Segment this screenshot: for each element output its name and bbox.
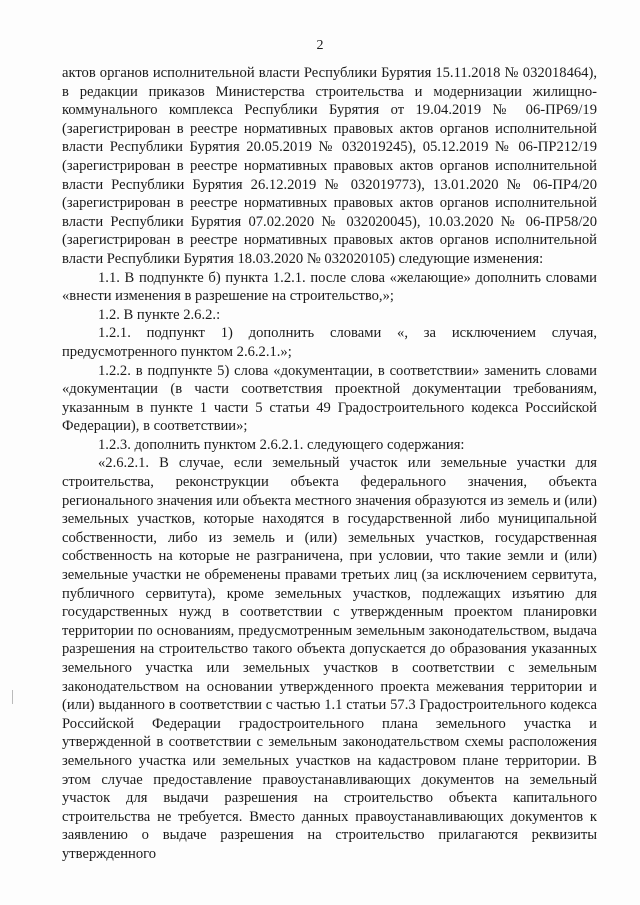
- paragraph-1-2: 1.2. В пункте 2.6.2.:: [98, 306, 221, 323]
- paragraph-1-1: 1.1. В подпункте б) пункта 1.2.1. после слова «желающие» дополнить словами «внести изменения в разрешение на строительство,»;: [62, 269, 597, 305]
- page-number: 2: [316, 38, 324, 53]
- paragraph-2-6-2-1: «2.6.2.1. В случае, если земельный участок или земельные участки для строительства, реконструкции объекта федерального значения, объекта регионального значения или объекта местного значения образуются из земель и (или) земельных участков, которые находятся в государственной либо муниципальной собственности, либо из земель и (или) земельных участков, государственная собственность на которые не разграничена, при условии, что такие земли и (или) земельные участки не обременены правами третьих лиц (за исключением сервитута, публичного сервитута), кроме земельных участков, подлежащих изъятию для государственных нужд в соответствии с утвержденным проектом планировки территории по основаниям, предусмотренным земельным законодательством, выдача разрешения на строительство такого объекта допускается до образования указанных земельного участка или земельных участков в соответствии с земельным законодательством на основании утвержденного проекта межевания территории и (или) выданного в соответствии с частью 1.1 статьи 57.3 Градостроительного кодекса Российской Федерации градостроительного плана земельного участка и утвержденной в соответствии с земельным законодательством схемы расположения земельного участка или земельных участков на кадастровом плане территории. В этом случае предоставление правоустанавливающих документов на земельный участок для выдачи разрешения на строительство объекта капитального строительства не требуется. Вместо данных правоустанавливающих документов к заявлению о выдаче разрешения на строительство прилагаются реквизиты утвержденного: [62, 455, 597, 862]
- scan-margin-mark: [12, 690, 13, 704]
- paragraph-1-2-1: 1.2.1. подпункт 1) дополнить словами «, за исключением случая, предусмотренного пунктом 2.6.2.1.»;: [62, 325, 597, 360]
- paragraph-1-2-3: 1.2.3. дополнить пунктом 2.6.2.1. следующего содержания:: [98, 436, 465, 453]
- paragraph-1-2-2: 1.2.2. в подпункте 5) слова «документации, в соответствии» заменить словами «документации (в части соответствия проектной документации требованиям, указанным в пункте 1 части 5 статьи 49 Градостроительного кодекса Российской Федерации), в соответствии»;: [62, 362, 597, 435]
- document-body: [62, 64, 597, 864]
- paragraph-intro-continuation: актов органов исполнительной власти Республики Бурятия 15.11.2018 № 032018464), в редакции приказов Министерства строительства и модернизации жилищно-коммунального комплекса Республики Бурятия от 19.04.2019 № 06-ПР69/19 (зарегистрирован в реестре нормативных правовых актов органов исполнительной власти Республики Бурятия 20.05.2019 № 032019245), 05.12.2019 № 06-ПР212/19 (зарегистрирован в реестре нормативных правовых актов органов исполнительной власти Республики Бурятия 26.12.2019 № 032019773), 13.01.2020 № 06-ПР4/20 (зарегистрирован в реестре нормативных правовых актов органов исполнительной власти Республики Бурятия 07.02.2020 № 032020045), 10.03.2020 № 06-ПР58/20 (зарегистрирован в реестре нормативных правовых актов органов исполнительной власти Республики Бурятия 18.03.2020 № 032020105) следующие изменения:: [62, 65, 597, 267]
